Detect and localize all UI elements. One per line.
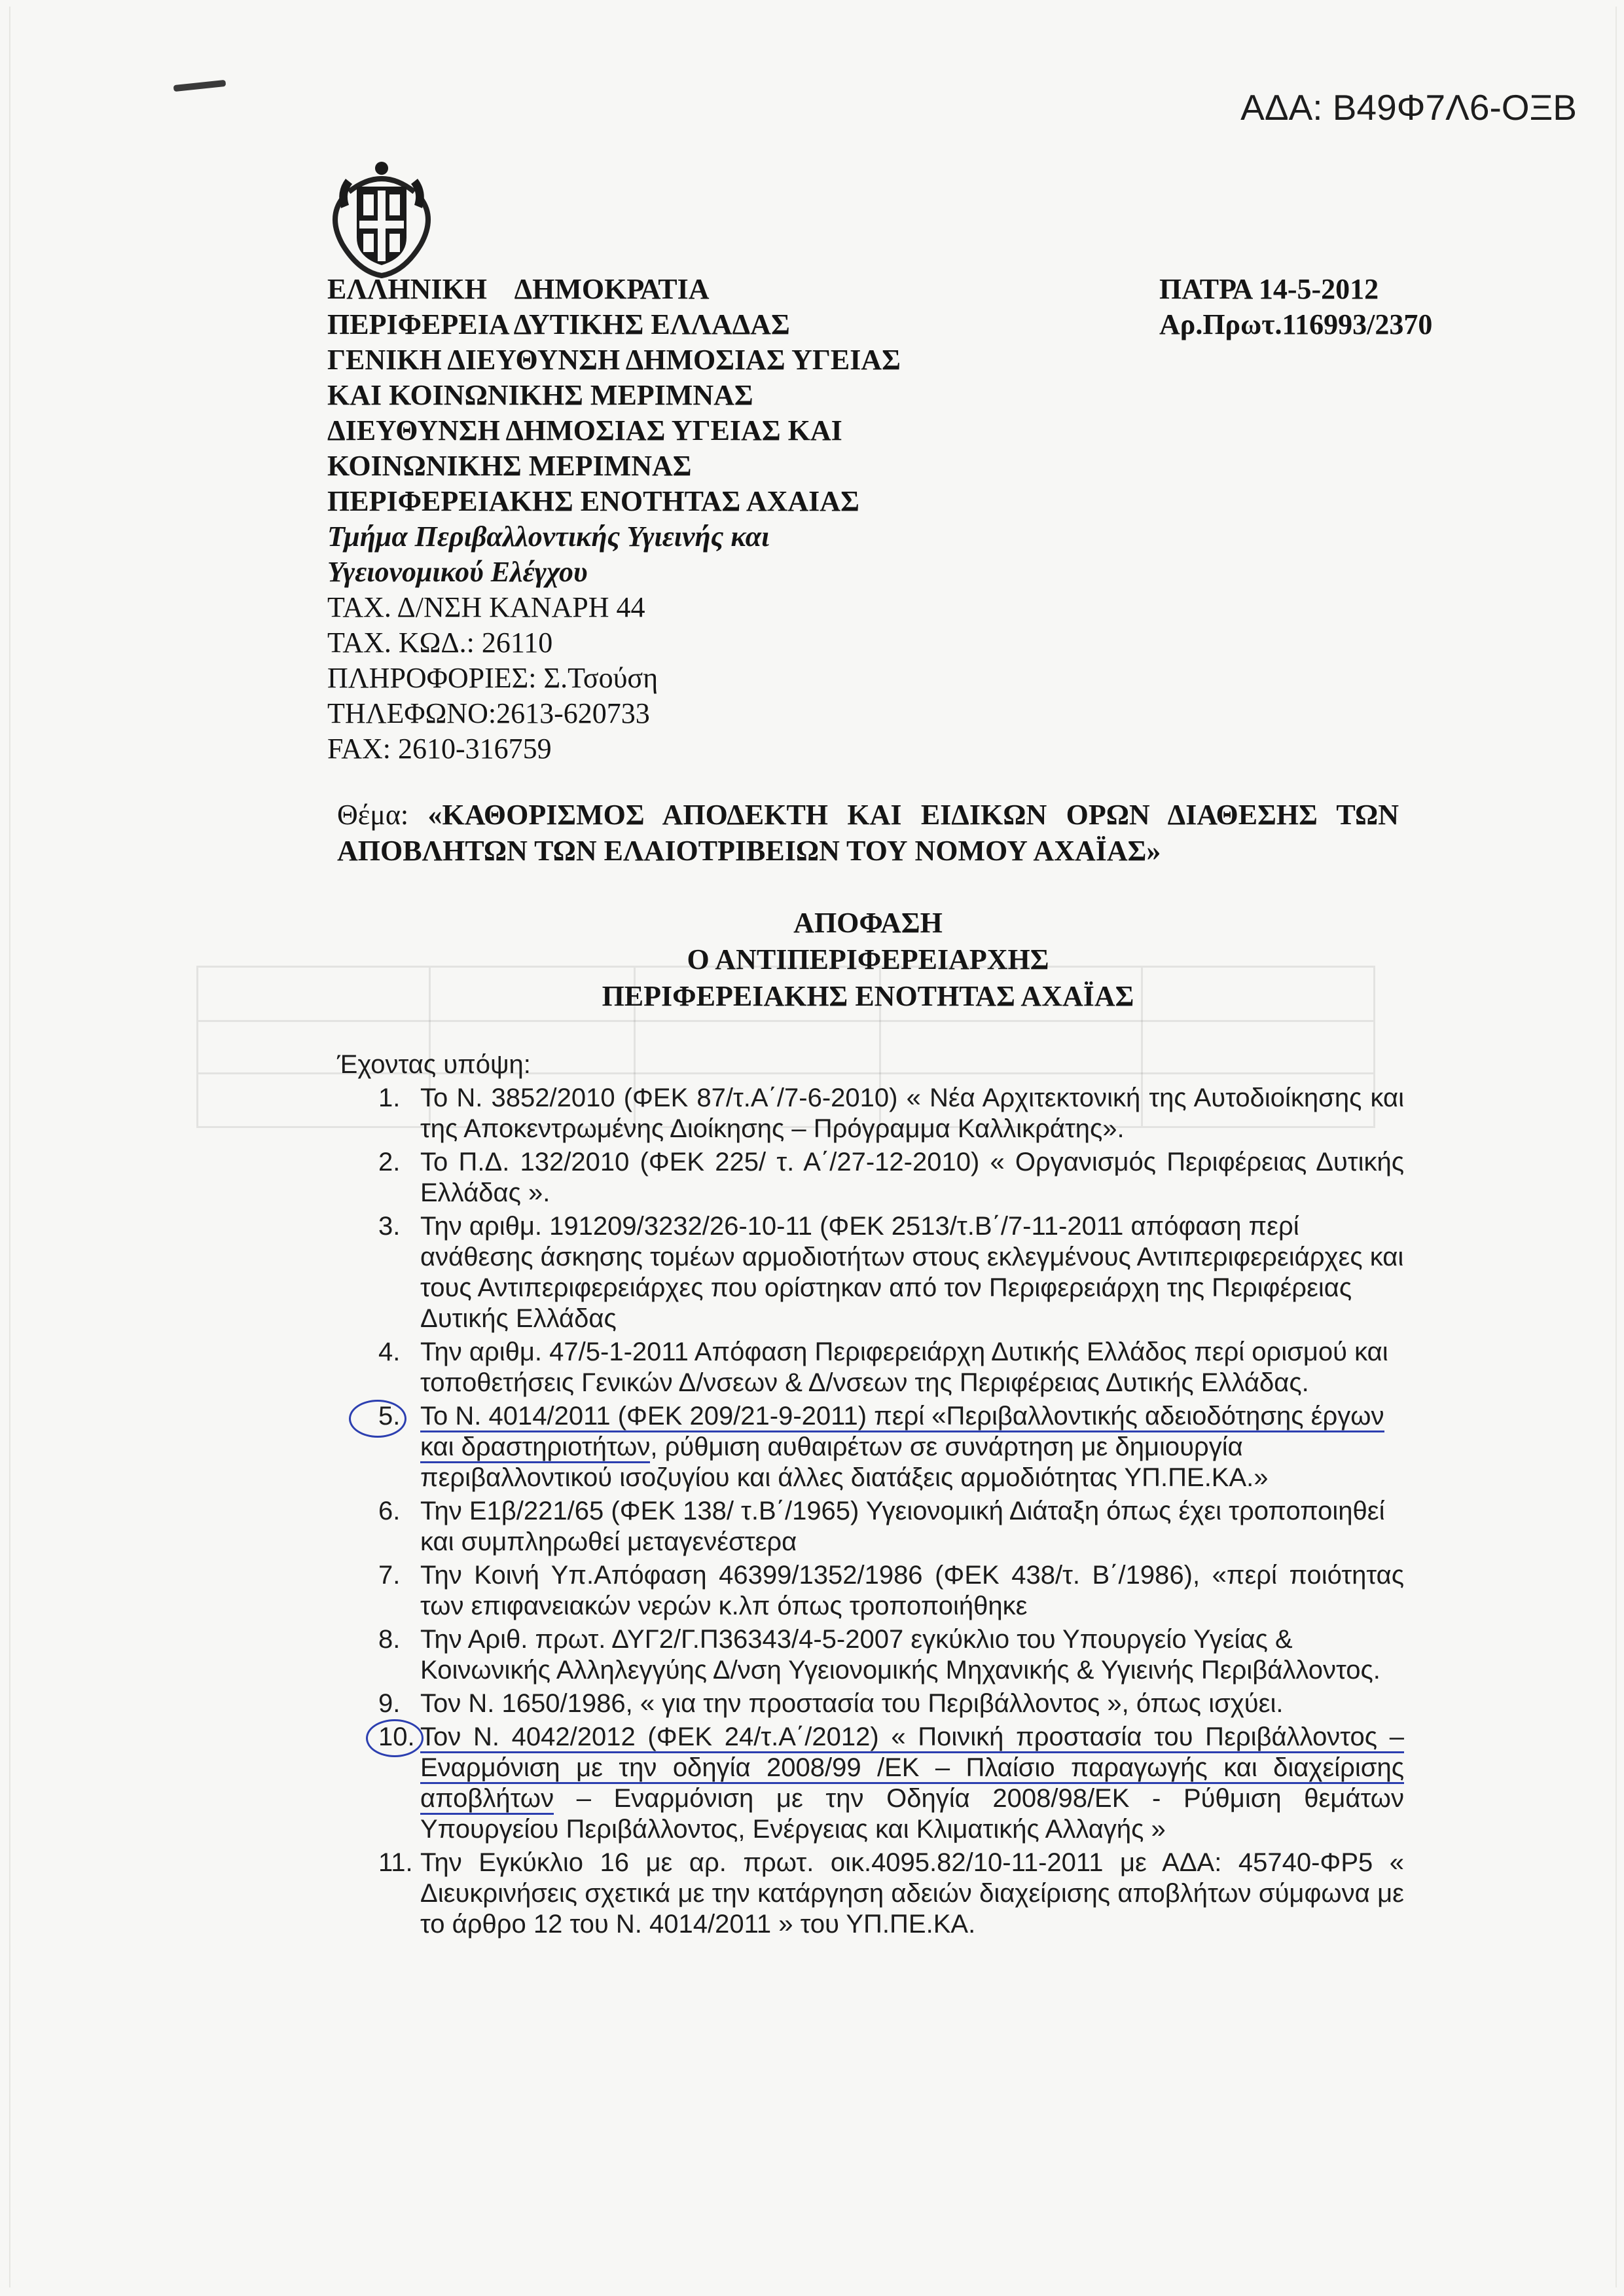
department-line: Υγειονομικού Ελέγχου xyxy=(327,556,588,588)
item-number: 2. xyxy=(378,1148,401,1176)
protocol-number: Αρ.Πρωτ.116993/2370 xyxy=(1159,308,1433,340)
item-text: Την Αριθ. πρωτ. ΔΥΓ2/Γ.Π36343/4-5-2007 εγκύκλιο του Υπουργείο Υγείας & Κοινωνικής Αλληλεγγύης Δ/νση Υγειονομικής Μηχανικής & Υγιεινής Περιβάλλοντος. xyxy=(420,1625,1380,1685)
list-item xyxy=(337,1722,1404,1845)
decision-heading: ΠΕΡΙΦΕΡΕΙΑΚΗΣ ΕΝΟΤΗΤΑΣ ΑΧΑΪΑΣ xyxy=(602,980,1134,1012)
references-list xyxy=(337,1083,1404,1942)
item-text: Την αριθμ. 191209/3232/26-10-11 (ΦΕΚ 2513/τ.Β΄/7-11-2011 απόφαση περί ανάθεσης άσκησης τομέων αρμοδιοτήτων στους εκλεγμένους Αντιπεριφερειάρχες και τους Αντιπεριφερειάρχες που ορίστηκαν από τον Περιφερειάρχη της Περιφέρειας Δυτικής Ελλάδας xyxy=(420,1212,1404,1333)
item-text: , ρύθμιση αυθαιρέτων σε συνάρτηση με δημιουργία περιβαλλοντικού ισοζυγίου και άλλες διατάξεις αρμοδιότητας ΥΠ.ΠΕ.ΚΑ.» xyxy=(420,1432,1269,1492)
item-text: Την Εγκύκλιο 16 με αρ. πρωτ. οικ.4095.82/10-11-2011 με ΑΔΑ: 45740-ΦΡ5 « Διευκρινήσεις σχετικά με την κατάργηση αδειών διαχείρισης αποβλήτων σύμφωνα με το άρθρο 12 του Ν. 4014/2011 » του ΥΠ.ΠΕ.ΚΑ. xyxy=(420,1848,1404,1939)
item-number: 7. xyxy=(378,1561,401,1590)
underlined-text: Το Ν. 4014/2011 (ΦΕΚ 209/21-9-2011) περί «Περιβαλλοντικής αδειοδότησης έργων και δραστηριοτήτων xyxy=(420,1402,1384,1463)
contact-line: ΤΗΛΕΦΩΝΟ:2613-620733 xyxy=(327,697,650,729)
list-item xyxy=(337,1848,1404,1940)
item-number: 6. xyxy=(378,1497,401,1525)
contact-line: ΤΑΧ. ΚΩΔ.: 26110 xyxy=(327,627,553,659)
item-text: – Εναρμόνιση με την Οδηγία 2008/98/ΕΚ - Ρύθμιση θεμάτων Υπουργείου Περιβάλλοντος, Ενέργειας και Κλιματικής Αλλαγής » xyxy=(420,1784,1404,1844)
decision-heading: Ο ΑΝΤΙΠΕΡΙΦΕΡΕΙΑΡΧΗΣ xyxy=(687,943,1049,975)
item-number: 4. xyxy=(378,1338,401,1366)
header-line: ΕΛΛΗΝΙΚΗ ΔΗΜΟΚΡΑΤΙΑ xyxy=(327,273,710,305)
decision-heading: ΑΠΟΦΑΣΗ xyxy=(793,907,943,939)
list-item xyxy=(337,1496,1404,1558)
header-line: ΠΕΡΙΦΕΡΕΙΑΚΗΣ ΕΝΟΤΗΤΑΣ ΑΧΑΙΑΣ xyxy=(327,485,859,517)
item-text: Το Π.Δ. 132/2010 (ΦΕΚ 225/ τ. Α΄/27-12-2010) « Οργανισμός Περιφέρειας Δυτικής Ελλάδας ». xyxy=(420,1148,1404,1207)
underlined-text: Τον Ν. 4042/2012 (ΦΕΚ 24/τ.Α΄/2012) « Ποινική προστασία του Περιβάλλοντος – Εναρμόνιση με την οδηγία 2008/99 /ΕΚ – Πλαίσιο παραγωγής και διαχείρισης αποβλήτων xyxy=(420,1722,1404,1815)
letterhead xyxy=(327,272,982,767)
contact-line: FAX: 2610-316759 xyxy=(327,733,552,765)
item-text: Την Κοινή Υπ.Απόφαση 46399/1352/1986 (ΦΕΚ 438/τ. Β΄/1986), «περί ποιότητας των επιφανειακών νερών κ.λπ όπως τροποποιήθηκε xyxy=(420,1561,1404,1620)
list-item xyxy=(337,1688,1404,1719)
greek-coat-of-arms-icon xyxy=(323,153,441,281)
item-text: Τον Ν. 1650/1986, « για την προστασία του Περιβάλλοντος », όπως ισχύει. xyxy=(420,1689,1284,1718)
item-text: Την αριθμ. 47/5-1-2011 Απόφαση Περιφερειάρχη Δυτικής Ελλάδος περί ορισμού και τοποθετήσεις Γενικών Δ/νσεων & Δ/νσεων της Περιφέρειας Δυτικής Ελλάδας. xyxy=(420,1338,1388,1397)
header-line: ΚΟΙΝΩΝΙΚΗΣ ΜΕΡΙΜΝΑΣ xyxy=(327,450,692,482)
item-number: 1. xyxy=(378,1084,401,1112)
item-text: Το Ν. 3852/2010 (ΦΕΚ 87/τ.Α΄/7-6-2010) « Νέα Αρχιτεκτονική της Αυτοδιοίκησης και της Αποκεντρωμένης Διοίκησης – Πρόγραμμα Καλλικράτης». xyxy=(420,1084,1404,1143)
ada-code: ΑΔΑ: Β49Φ7Λ6-ΟΞΒ xyxy=(1240,87,1577,128)
department-line: Τμήμα Περιβαλλοντικής Υγιεινής και xyxy=(327,520,770,553)
item-number: 3. xyxy=(378,1212,401,1241)
contact-line: ΠΛΗΡΟΦΟΡΙΕΣ: Σ.Τσούση xyxy=(327,662,659,694)
list-item xyxy=(337,1401,1404,1493)
item-number: 11. xyxy=(378,1848,413,1877)
item-number: 5. xyxy=(378,1402,401,1430)
list-item xyxy=(337,1083,1404,1144)
header-line: ΓΕΝΙΚΗ ΔΙΕΥΘΥΝΣΗ ΔΗΜΟΣΙΑΣ ΥΓΕΙΑΣ xyxy=(327,344,901,376)
list-item xyxy=(337,1147,1404,1209)
header-line: ΠΕΡΙΦΕΡΕΙΑ ΔΥΤΙΚΗΣ ΕΛΛΑΔΑΣ xyxy=(327,308,790,340)
subject-text: «ΚΑΘΟΡΙΣΜΟΣ ΑΠΟΔΕΚΤΗ ΚΑΙ ΕΙΔΙΚΩΝ ΟΡΩΝ ΔΙΑΘΕΣΗΣ ΤΩΝ ΑΠΟΒΛΗΤΩΝ ΤΩΝ ΕΛΑΙΟΤΡΙΒΕΙΩΝ ΤΟΥ ΝΟΜΟΥ ΑΧΑΪΑΣ» xyxy=(337,799,1399,867)
date-protocol-block xyxy=(1159,272,1432,342)
list-item xyxy=(337,1624,1404,1686)
item-number: 10. xyxy=(378,1722,415,1751)
header-line: ΚΑΙ ΚΟΙΝΩΝΙΚΗΣ ΜΕΡΙΜΝΑΣ xyxy=(327,379,753,411)
list-item xyxy=(337,1211,1404,1334)
subject-line xyxy=(337,797,1399,869)
having-regard-label: Έχοντας υπόψη: xyxy=(337,1050,531,1079)
item-number: 9. xyxy=(378,1689,401,1718)
item-number: 8. xyxy=(378,1625,401,1654)
decision-title xyxy=(337,905,1399,1015)
list-item xyxy=(337,1337,1404,1398)
subject-label: Θέμα: xyxy=(337,799,428,831)
item-text: Την Ε1β/221/65 (ΦΕΚ 138/ τ.Β΄/1965) Υγειονομική Διάταξη όπως έχει τροποποιηθεί και συμπληρωθεί μεταγενέστερα xyxy=(420,1497,1385,1556)
list-item xyxy=(337,1560,1404,1622)
header-line: ΔΙΕΥΘΥΝΣΗ ΔΗΜΟΣΙΑΣ ΥΓΕΙΑΣ ΚΑΙ xyxy=(327,414,842,446)
contact-line: ΤΑΧ. Δ/ΝΣΗ ΚΑΝΑΡΗ 44 xyxy=(327,591,645,623)
document-date: ΠΑΤΡΑ 14-5-2012 xyxy=(1159,273,1379,305)
